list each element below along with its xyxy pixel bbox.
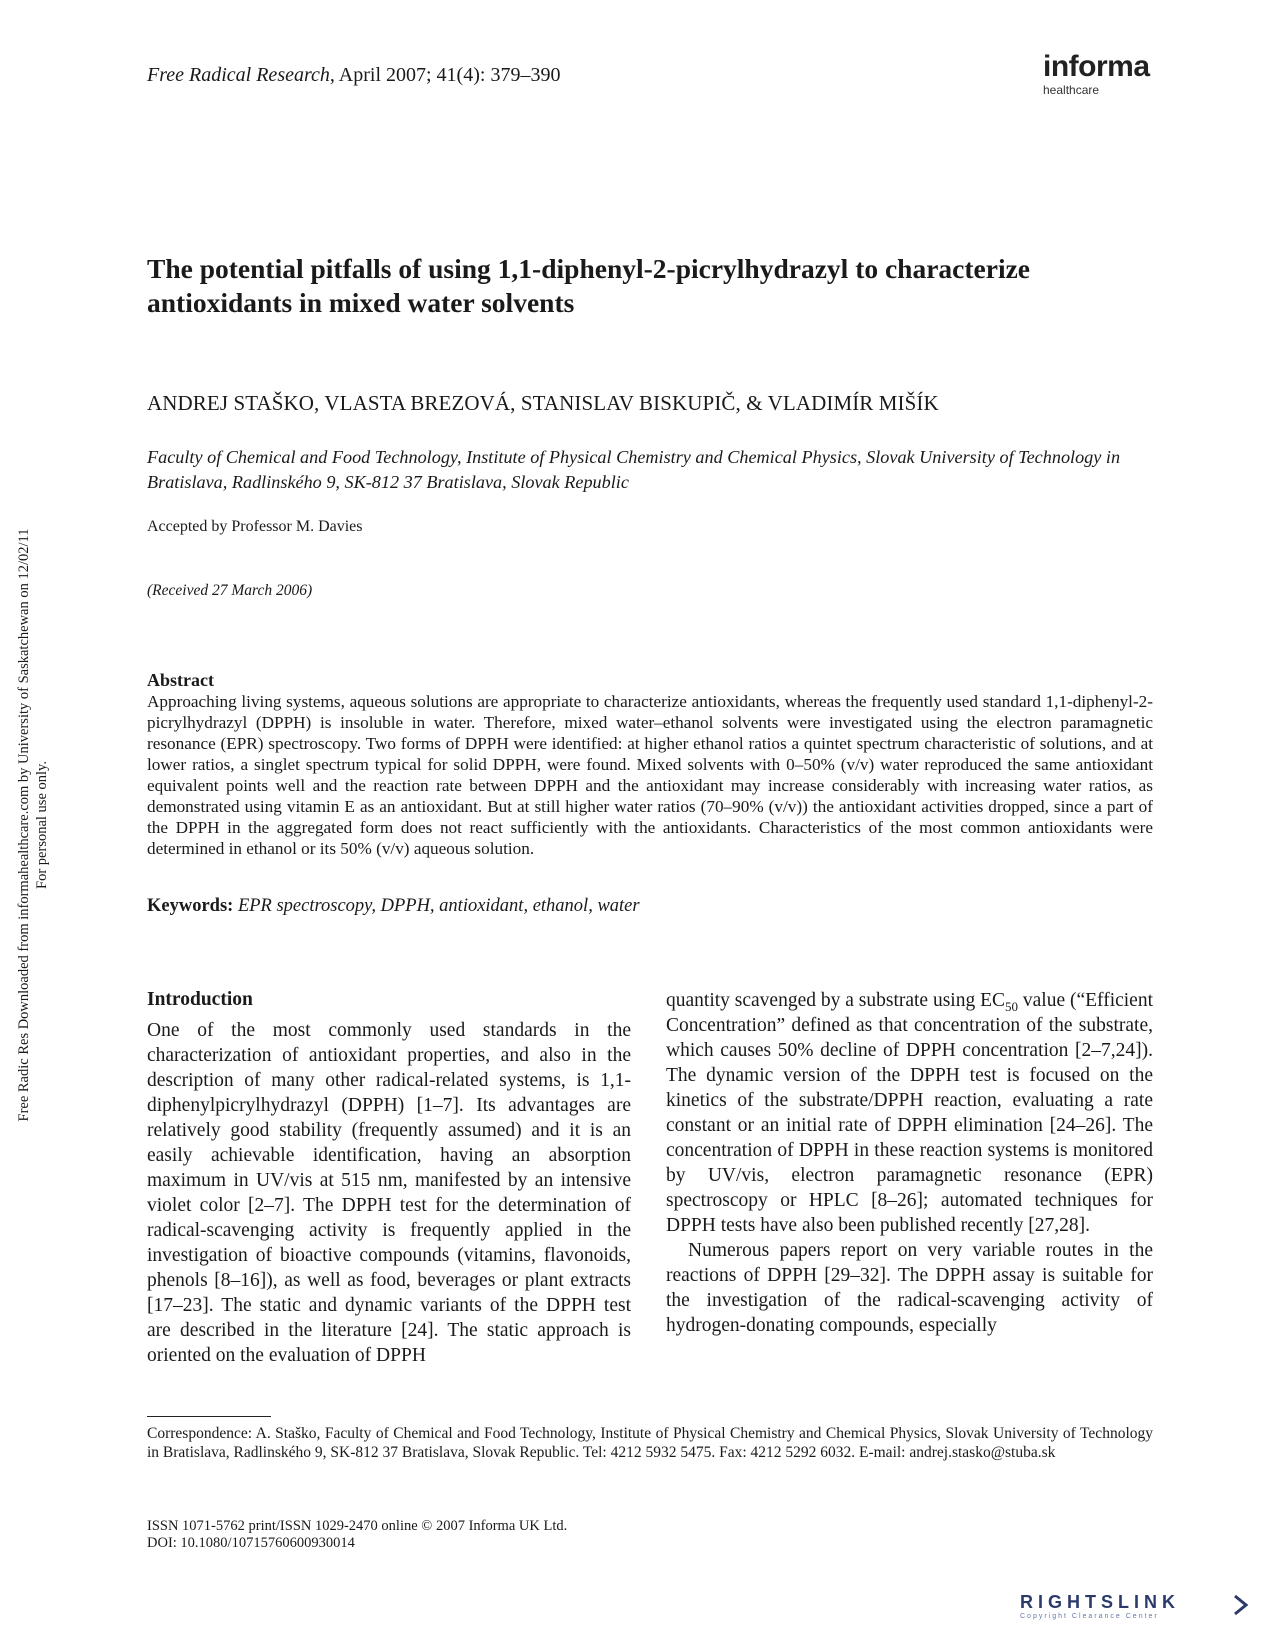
publisher-logo: [1043, 52, 1153, 97]
article-title: The potential pitfalls of using 1,1-diphenyl-2-picrylhydrazyl to characterize antioxidants in mixed water solvents: [147, 253, 1031, 318]
keywords: [147, 896, 640, 917]
right-column: [666, 988, 1153, 1338]
rightslink-text: RIGHTSLINK: [1020, 1592, 1180, 1612]
rightslink-logo[interactable]: [1020, 1592, 1250, 1632]
journal-issue: , April 2007; 41(4): 379–390: [329, 64, 561, 86]
abstract-text: Approaching living systems, aqueous solutions are appropriate to characterize antioxidants, whereas the frequently used standard 1,1-diphenyl-2-picrylhydrazyl (DPPH) is insoluble in water. Therefore, mixed water–ethanol solvents were investigated using the electron paramagnetic resonance (EPR) spectroscopy. Two forms of DPPH were identified: at higher ethanol ratios a quintet spectrum characteristic of solutions, and at lower ratios, a singlet spectrum typical for solid DPPH, were found. Mixed solvents with 0–50% (v/v) water reproduced the same antioxidant equivalent points well and the reaction rate between DPPH and the antioxidant may increase considerably with increasing water ratios, as demonstrated using vitamin E as an antioxidant. But at still higher water ratios (70–90% (v/v)) the antioxidant activities dropped, since a part of the DPPH in the aggregated form does not react sufficiently with the antioxidants. Characteristics of the most common antioxidants were determined in ethanol or its 50% (v/v) aqueous solution.: [147, 692, 1153, 858]
intro-paragraph-1: One of the most commonly used standards in the characterization of antioxidant properties, and also in the description of many other radical-related systems, is 1,1-diphenylpicrylhydrazyl (DPPH) [1–7]. Its advantages are relatively good stability (frequently assumed) and it is an easily achievable identification, having an absorption maximum in UV/vis at 515 nm, manifested by an intensive violet color [2–7]. The DPPH test for the determination of radical-scavenging activity is frequently applied in the investigation of bioactive compounds (vitamins, flavonoids, phenols [8–16]), as well as food, beverages or plant extracts [17–23]. The static and dynamic variants of the DPPH test are described in the literature [24]. The static approach is oriented on the evaluation of DPPH: [147, 1020, 631, 1366]
issn-doi-block: [147, 1518, 567, 1552]
left-column: [147, 988, 631, 1368]
keywords-values: EPR spectroscopy, DPPH, antioxidant, ethanol, water: [237, 896, 640, 916]
chevron-right-icon: [1232, 1594, 1250, 1616]
introduction-heading: Introduction: [147, 989, 253, 1010]
rightslink-subtitle: Copyright Clearance Center: [1020, 1613, 1159, 1620]
journal-name: Free Radical Research: [147, 64, 330, 86]
keywords-label: Keywords:: [147, 896, 234, 916]
intro-paragraph-1-continued: [666, 988, 1153, 1238]
intro-text-part: quantity scavenged by a substrate using EC: [666, 990, 1006, 1011]
publisher-subtitle: healthcare: [1043, 83, 1100, 97]
watermark-line-2: For personal use only.: [34, 761, 50, 889]
doi-line: DOI: 10.1080/10715760600930014: [147, 1535, 355, 1551]
publisher-name: informa: [1043, 50, 1150, 83]
abstract-section: [147, 669, 1153, 859]
accepted-by: Accepted by Professor M. Davies: [147, 518, 363, 535]
footnote-divider: [147, 1416, 271, 1417]
issn-line: ISSN 1071-5762 print/ISSN 1029-2470 online © 2007 Informa UK Ltd.: [147, 1518, 568, 1534]
journal-citation: [147, 64, 560, 87]
watermark-line-1: Free Radic Res Downloaded from informahealthcare.com by University of Saskatchewan on 12/02/11: [16, 528, 32, 1122]
download-watermark: [15, 485, 50, 1185]
abstract-heading: Abstract: [147, 670, 214, 690]
intro-paragraph-2: Numerous papers report on very variable routes in the reactions of DPPH [29–32]. The DPPH assay is suitable for the investigation of the radical-scavenging activity of hydrogen-donating compounds, especially: [666, 1240, 1153, 1336]
author-affiliation: Faculty of Chemical and Food Technology, Institute of Physical Chemistry and Chemical Physics, Slovak University of Technology in Bratislava, Radlinského 9, SK-812 37 Bratislava, Slovak Republic: [147, 447, 1121, 492]
received-date: (Received 27 March 2006): [147, 582, 313, 599]
intro-text-part: value (“Efficient Concentration” defined as that concentration of the substrate, which causes 50% decline of DPPH concentration [2–7,24]). The dynamic version of the DPPH test is focused on the kinetics of the substrate/DPPH reaction, evaluating a rate constant or an initial rate of DPPH elimination [24–26]. The concentration of DPPH in these reaction systems is monitored by UV/vis, electron paramagnetic resonance (EPR) spectroscopy or HPLC [8–26]; automated techniques for DPPH tests have also been published recently [27,28].: [666, 990, 1154, 1236]
ec50-subscript: 50: [1005, 998, 1019, 1014]
article-authors: ANDREJ STAŠKO, VLASTA BREZOVÁ, STANISLAV BISKUPIČ, & VLADIMÍR MIŠÍK: [147, 391, 939, 415]
correspondence-footnote: Correspondence: A. Staško, Faculty of Chemical and Food Technology, Institute of Physical Chemistry and Chemical Physics, Slovak University of Technology in Bratislava, Radlinského 9, SK-812 37 Bratislava, Slovak Republic. Tel: 4212 5932 5475. Fax: 4212 5292 6032. E-mail: andrej.stasko@stuba.sk: [147, 1425, 1153, 1461]
